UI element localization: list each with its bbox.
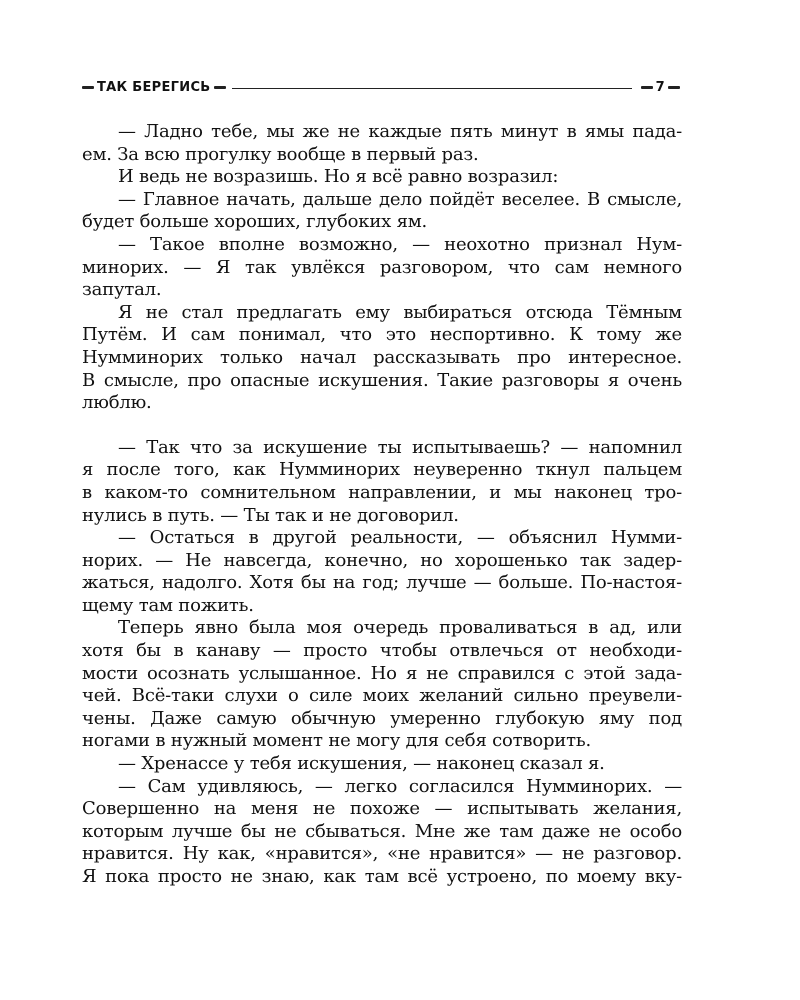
text-line: мости осознать услышанное. Но я не справился с этой зада- bbox=[82, 662, 682, 684]
text-line: Нумминорих только начал рассказывать про интересное. bbox=[82, 346, 682, 368]
page-number-text: 7 bbox=[655, 80, 665, 95]
text-line: запутал. bbox=[82, 279, 162, 301]
text-line: норих. — Не навсегда, конечно, но хорошенько так задер- bbox=[82, 549, 682, 571]
text-line: — Остаться в другой реальности, — объяснил Нумми- bbox=[118, 527, 682, 549]
text-line: ем. За всю прогулку вообще в первый раз. bbox=[82, 143, 479, 165]
text-line: нравится. Ну как, «нравится», «не нравится» — не разговор. bbox=[82, 843, 682, 865]
running-header bbox=[82, 78, 680, 98]
text-line: Теперь явно была моя очередь проваливаться в ад, или bbox=[118, 617, 682, 639]
body-text bbox=[82, 121, 682, 889]
running-title-text: ТАК БЕРЕГИСЬ bbox=[97, 80, 211, 95]
section-break bbox=[82, 415, 682, 437]
dash-ornament bbox=[214, 86, 226, 89]
text-line: хотя бы в канаву — просто чтобы отвлечься от необходи- bbox=[82, 640, 682, 662]
text-line: которым лучше бы не сбываться. Мне же там даже не особо bbox=[82, 820, 682, 842]
text-line: — Сам удивляюсь, — легко согласился Нумминорих. — bbox=[118, 775, 682, 797]
text-line: чены. Даже самую обычную умеренно глубокую яму под bbox=[82, 707, 682, 729]
text-line: Я не стал предлагать ему выбираться отсюда Тёмным bbox=[118, 301, 682, 323]
text-line: будет больше хороших, глубоких ям. bbox=[82, 211, 428, 233]
text-line: — Так что за искушение ты испытываешь? — напомнил bbox=[118, 436, 682, 458]
text-line: — Ладно тебе, мы же не каждые пять минут в ямы падa- bbox=[118, 121, 682, 142]
dash-ornament bbox=[82, 86, 94, 89]
text-line: люблю. bbox=[82, 392, 152, 414]
text-line: — Хренассе у тебя искушения, — наконец сказал я. bbox=[118, 753, 605, 775]
running-title bbox=[82, 78, 232, 98]
page-number bbox=[632, 78, 680, 98]
text-line: нулись в путь. — Ты так и не договорил. bbox=[82, 504, 459, 526]
text-line: — Главное начать, дальше дело пойдёт веселее. В смысле, bbox=[118, 188, 682, 210]
text-line: щему там пожить. bbox=[82, 594, 254, 616]
text-line: В смысле, про опасные искушения. Такие разговоры я очень bbox=[82, 369, 682, 391]
dash-ornament bbox=[668, 86, 680, 89]
text-line: Совершенно на меня не похоже — испытывать желания, bbox=[82, 798, 682, 820]
text-line: жаться, надолго. Хотя бы на год; лучше — больше. По-настоя- bbox=[82, 572, 682, 594]
text-line: чей. Всё-таки слухи о силе моих желаний сильно преувели- bbox=[82, 685, 682, 707]
text-line: я после того, как Нумминорих неуверенно ткнул пальцем bbox=[82, 459, 682, 481]
text-line: в каком-то сомнительном направлении, и мы наконец тро- bbox=[82, 481, 682, 503]
text-line: Я пока просто не знаю, как там всё устроено, по моему вку- bbox=[82, 866, 682, 887]
text-line: минорих. — Я так увлёкся разговором, что сам немного bbox=[82, 256, 682, 278]
text-line: — Такое вполне возможно, — неохотно признал Нум- bbox=[118, 233, 682, 255]
text-line: ногами в нужный момент не могу для себя сотворить. bbox=[82, 730, 591, 752]
text-line: И ведь не возразишь. Но я всё равно возразил: bbox=[118, 166, 559, 188]
dash-ornament bbox=[641, 86, 653, 89]
text-line: Путём. И сам понимал, что это неспортивно. К тому же bbox=[82, 324, 682, 346]
